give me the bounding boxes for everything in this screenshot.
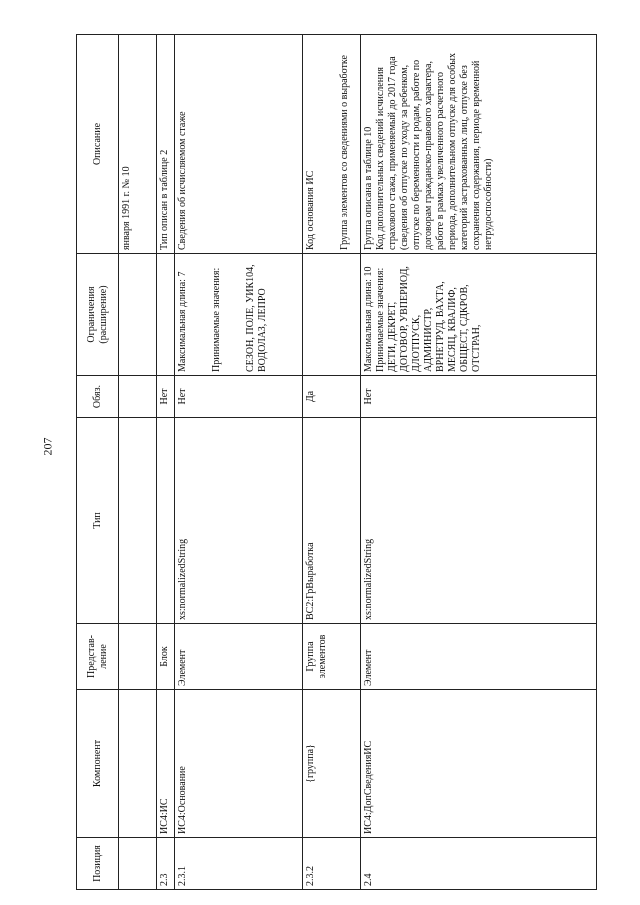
cell-description bbox=[303, 35, 361, 254]
cell-representation bbox=[119, 624, 157, 690]
cell-description: января 1991 г. № 10 bbox=[119, 35, 157, 254]
table-row bbox=[119, 35, 157, 890]
limit-max-length: Максимальная длина: 10 bbox=[363, 266, 374, 372]
header-limits: Ограничения (расширение) bbox=[77, 254, 119, 376]
page-number-text: 207 bbox=[40, 437, 55, 455]
cell-position bbox=[119, 838, 157, 890]
header-component: Компонент bbox=[77, 690, 119, 838]
rotated-table-wrapper bbox=[76, 35, 596, 890]
table-row bbox=[175, 35, 303, 890]
description-text: Сведения об исчисляемом стаже bbox=[177, 111, 188, 250]
cell-required bbox=[119, 376, 157, 418]
table-row bbox=[157, 35, 175, 890]
description-group-table: Группа описана в таблице 10 bbox=[363, 126, 374, 250]
limit-allowed-values: СЕЗОН, ПОЛЕ, УИК104, ВОДОЛАЗ, ЛЕПРО bbox=[245, 264, 268, 372]
page-number bbox=[40, 426, 56, 466]
cell-component: ИС4:ДопСведенияИС bbox=[361, 690, 597, 838]
cell-description bbox=[361, 35, 597, 254]
cell-description bbox=[175, 35, 303, 254]
header-position: Позиция bbox=[77, 838, 119, 890]
cell-component: ИС4:ИС bbox=[157, 690, 175, 838]
cell-type: xs:normalizedString bbox=[175, 418, 303, 624]
cell-representation: Элемент bbox=[175, 624, 303, 690]
table-row bbox=[303, 35, 361, 890]
cell-position: 2.3.2 bbox=[303, 838, 361, 890]
cell-component bbox=[119, 690, 157, 838]
schema-table bbox=[76, 34, 597, 890]
cell-type: ВС2:ГрВыработка bbox=[303, 418, 361, 624]
cell-representation: Блок bbox=[157, 624, 175, 690]
header-required: Обяз. bbox=[77, 376, 119, 418]
cell-representation: Группа элементов bbox=[303, 624, 361, 690]
cell-type: xs:normalizedString bbox=[361, 418, 597, 624]
cell-limits bbox=[361, 254, 597, 376]
cell-required: Нет bbox=[361, 376, 597, 418]
description-text-group: Группа элементов со сведениями о выработке bbox=[339, 55, 350, 250]
cell-required: Нет bbox=[175, 376, 303, 418]
cell-type bbox=[119, 418, 157, 624]
header-description: Описание bbox=[77, 35, 119, 254]
description-text: Код дополнительных сведений исчисления страхового стажа, применяемый до 2017 года (сведения об отпуске по уходу за ребенком, отпуске по беременности и родам, работе по договорам гражданско-правового характера, работе в рамках увеличенного расчетного периода, дополнительном отпуске для особых категорий застрахованных лиц, отпуске без сохранения содержания, периоде временной нетрудоспособности) bbox=[375, 53, 494, 250]
cell-description: Тип описан в таблице 2 bbox=[157, 35, 175, 254]
cell-position: 2.3.1 bbox=[175, 838, 303, 890]
cell-component: ИС4:Основание bbox=[175, 690, 303, 838]
cell-component: {группа} bbox=[303, 690, 361, 838]
limit-allowed-label: Принимаемые значения: bbox=[211, 267, 222, 372]
limit-allowed-values: ДЕТИ, ДЕКРЕТ, ДОГОВОР, УВПЕРИОД, ДЛОТПУСК, АДМИНИСТР, ВРНЕТРУД, ВАХТА, МЕСЯЦ, КВАЛИФ, ОБЩЕСТ, СДКРОВ, ОТСТРАН, bbox=[387, 266, 482, 372]
cell-representation: Элемент bbox=[361, 624, 597, 690]
limit-allowed-label: Принимаемые значения: bbox=[375, 267, 386, 372]
cell-limits bbox=[303, 254, 361, 376]
table-row bbox=[361, 35, 597, 890]
header-type: Тип bbox=[77, 418, 119, 624]
header-row bbox=[77, 35, 119, 890]
cell-type bbox=[157, 418, 175, 624]
limit-max-length: Максимальная длина: 7 bbox=[177, 271, 188, 372]
cell-required: Да bbox=[303, 376, 361, 418]
cell-position: 2.3 bbox=[157, 838, 175, 890]
cell-limits bbox=[119, 254, 157, 376]
cell-limits bbox=[175, 254, 303, 376]
cell-position: 2.4 bbox=[361, 838, 597, 890]
header-representation: Представ-ление bbox=[77, 624, 119, 690]
cell-limits bbox=[157, 254, 175, 376]
description-text: Код основания ИС bbox=[305, 170, 316, 250]
cell-required: Нет bbox=[157, 376, 175, 418]
